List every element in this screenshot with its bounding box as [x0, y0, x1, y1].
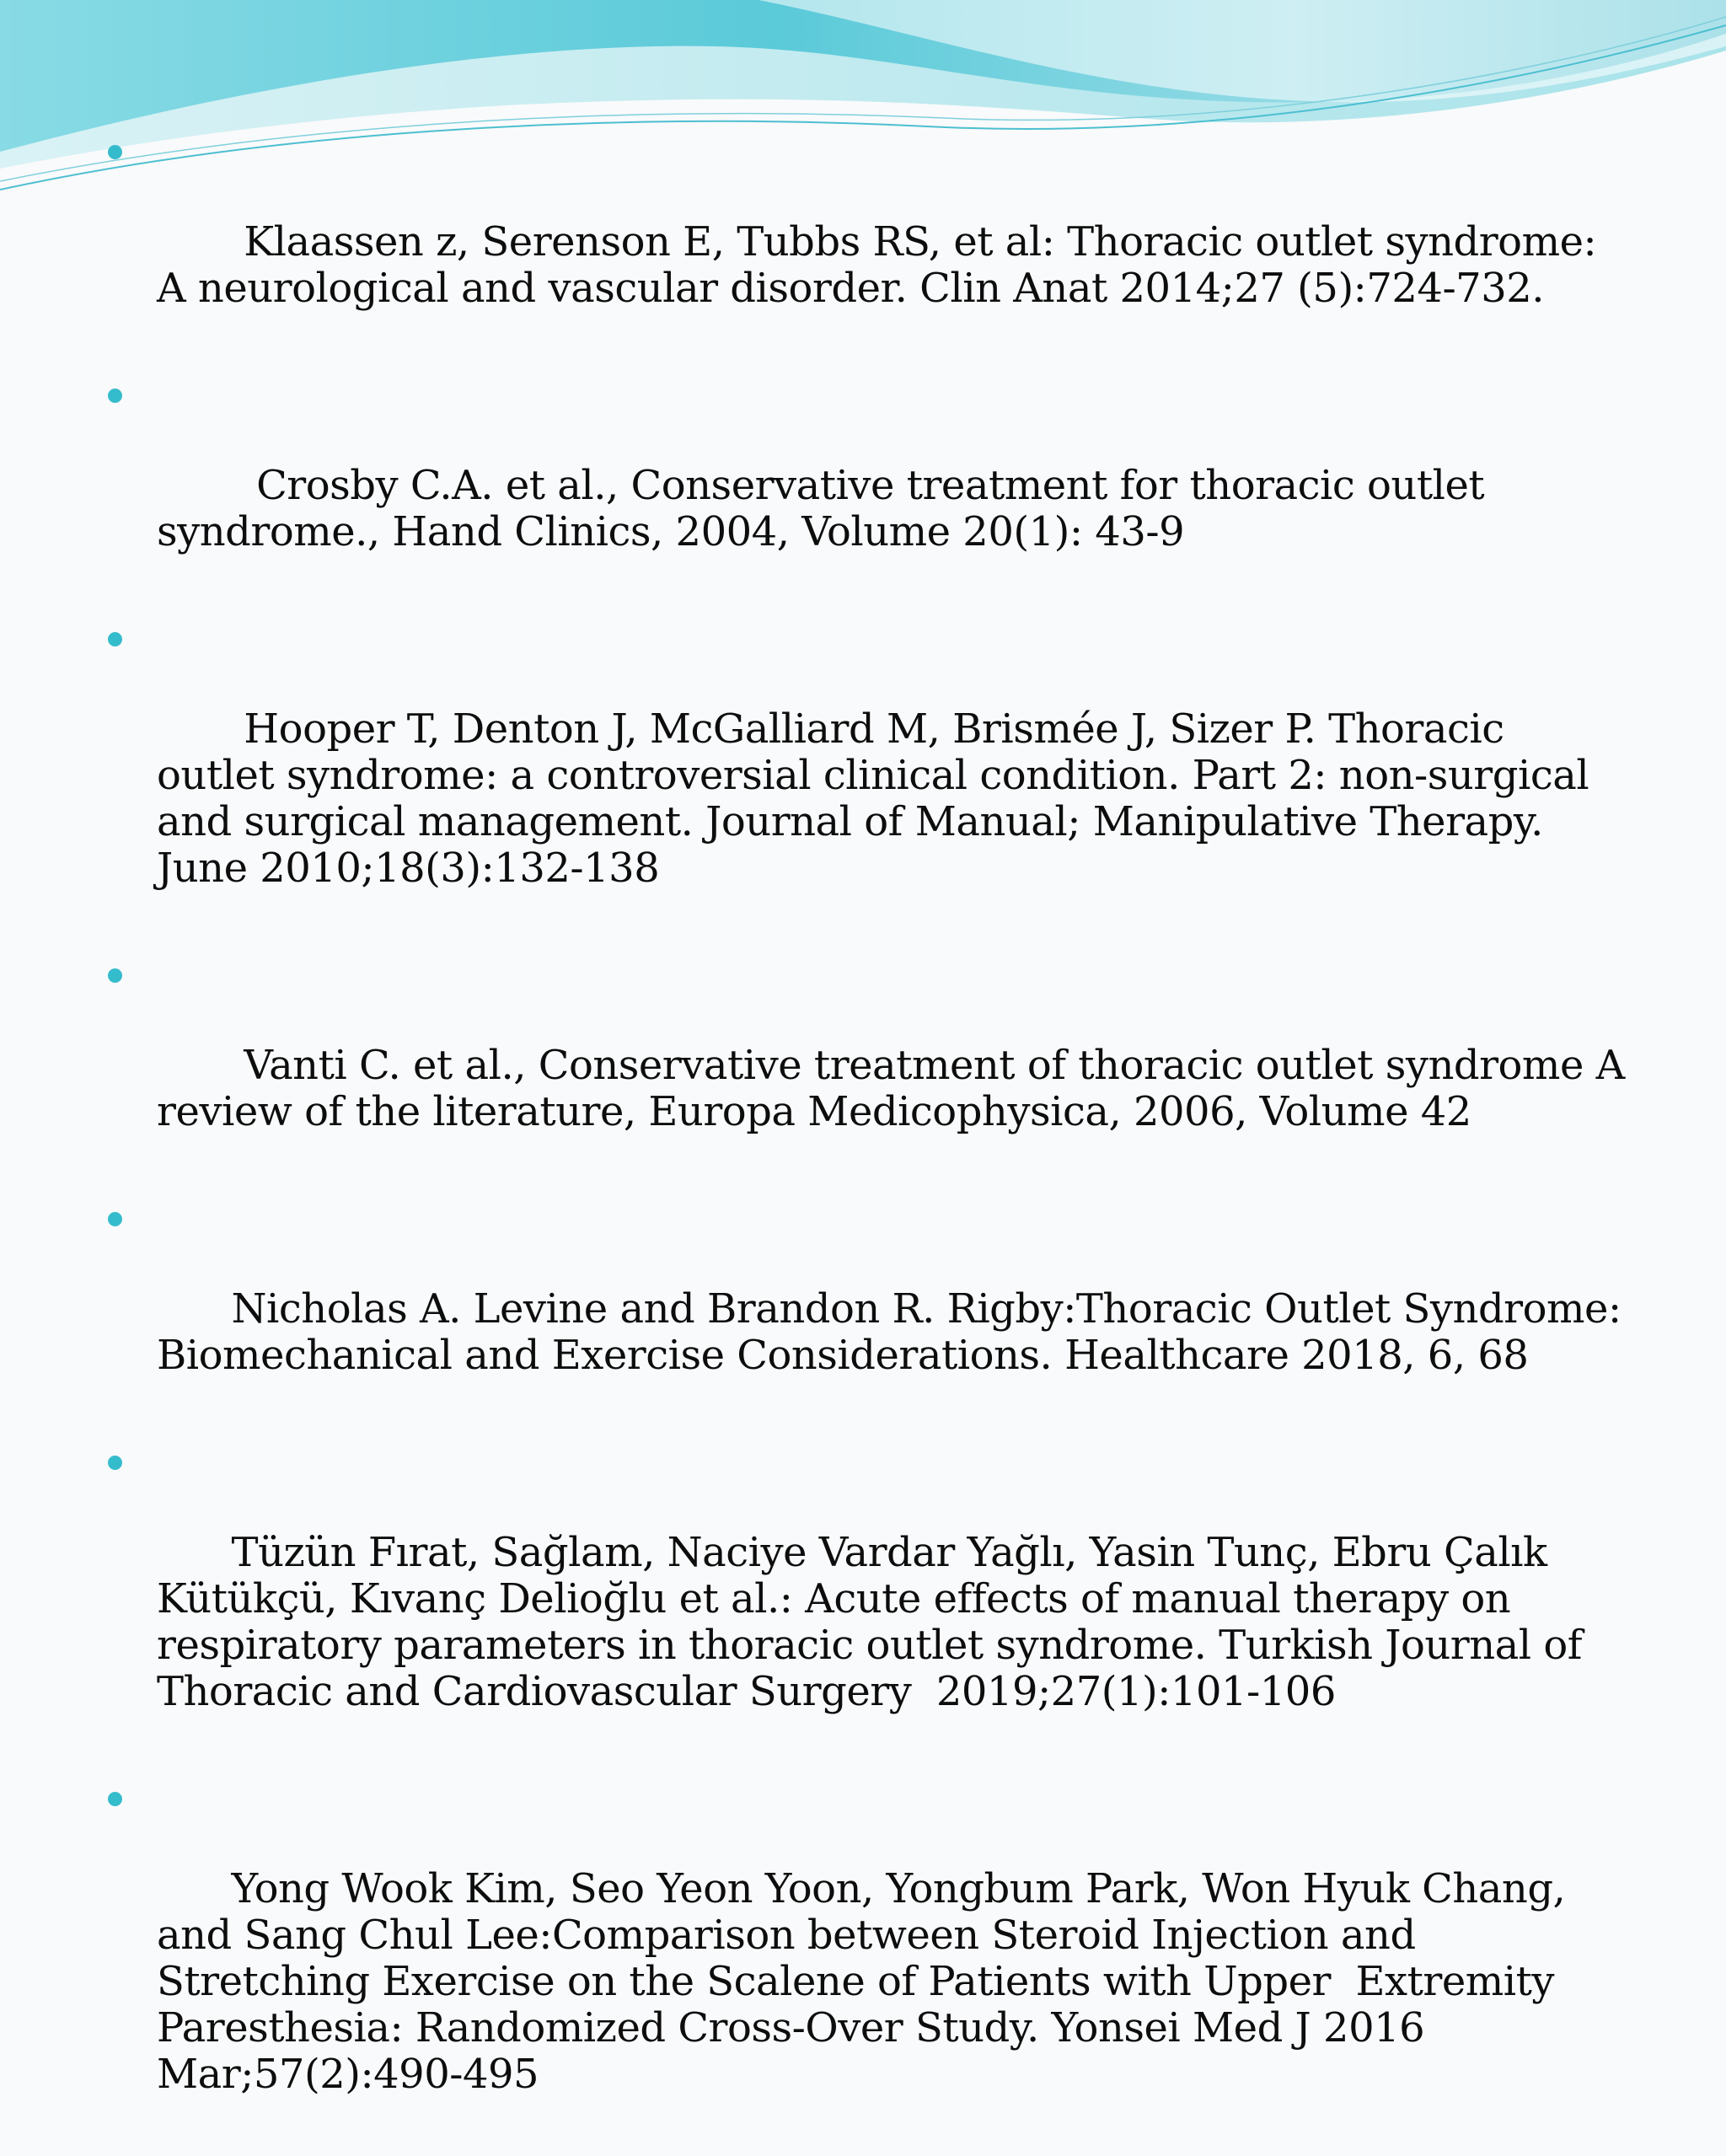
- bullet-icon: [108, 632, 122, 646]
- reference-list: [108, 126, 1638, 2156]
- bullet-icon: [108, 1792, 122, 1806]
- list-item: [108, 1437, 1625, 1762]
- reference-text: Yong Wook Kim, Seo Yeon Yoon, Yongbum Park, Won Hyuk Chang, and Sang Chul Lee:Comparison between Steroid Injection and Stretching Exercise on the Scalene of Patients with Upper Extremity Paresthesia: Randomized Cross-Over Study. Yonsei Med J 2016 Mar;57(2):490-495: [157, 1865, 1579, 2098]
- reference-text: Hooper T, Denton J, McGalliard M, Brismée J, Sizer P. Thoracic outlet syndrome: a controversial clinical condition. Part 2: non-surgical and surgical management. Journal of Manual; Manipulative Therapy. June 2010;18(3):132-138: [157, 705, 1601, 892]
- list-item: [108, 950, 1638, 1182]
- bullet-icon: [108, 389, 122, 403]
- bullet-icon: [108, 145, 122, 159]
- list-item: [108, 1193, 1634, 1425]
- bullet-icon: [108, 968, 122, 983]
- reference-text: Tüzün Fırat, Sağlam, Naciye Vardar Yağlı, Yasin Tunç, Ebru Çalık Kütükçü, Kıvanç Delioğlu et al.: Acute effects of manual therapy on respiratory parameters in thoracic outlet syndrome. Turkish Journal of Thoracic and Cardiovascular Surgery 2019;27(1):101-106: [157, 1529, 1595, 1715]
- bullet-icon: [108, 1456, 122, 1470]
- list-item: [108, 1773, 1625, 2144]
- reference-text: Crosby C.A. et al., Conservative treatment for thoracic outlet syndrome., Hand Clinics, 2004, Volume 20(1): 43-9: [157, 462, 1497, 555]
- reference-text: Klaassen z, Serenson E, Tubbs RS, et al: Thoracic outlet syndrome: A neurological and vascular disorder. Clin Anat 2014;27 (5):724-732.: [157, 218, 1609, 312]
- reference-text: Nicholas A. Levine and Brandon R. Rigby:Thoracic Outlet Syndrome: Biomechanical and Exercise Considerations. Healthcare 2018, 6, 68: [157, 1285, 1634, 1379]
- reference-text: Vanti C. et al., Conservative treatment of thoracic outlet syndrome A review of the literature, Europa Medicophysica, 2006, Volume 42: [157, 1042, 1638, 1135]
- list-item: [108, 614, 1625, 938]
- bullet-icon: [108, 1212, 122, 1226]
- list-item: [108, 370, 1625, 602]
- list-item: [108, 126, 1625, 358]
